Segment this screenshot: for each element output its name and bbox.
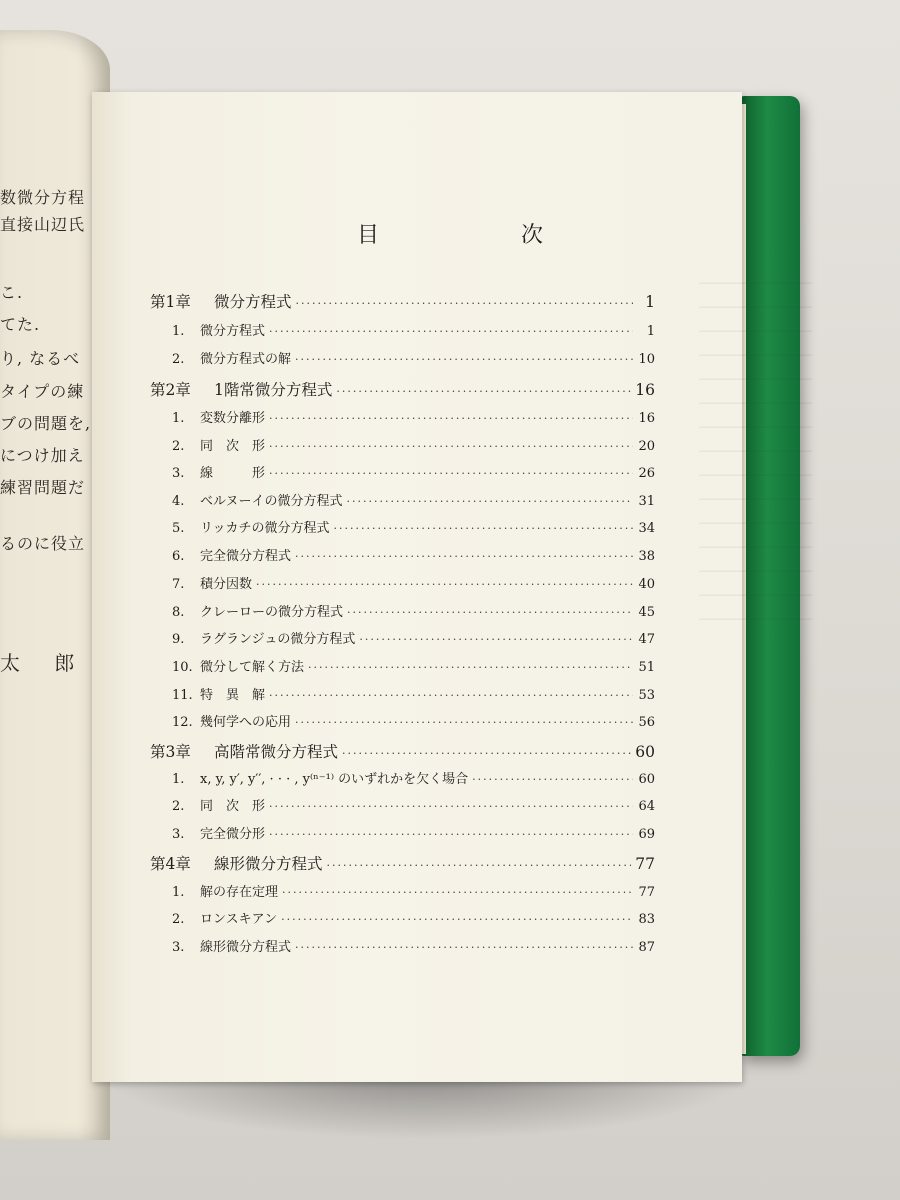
leader-dots xyxy=(295,353,633,366)
page-number: 34 xyxy=(638,521,655,536)
toc-section-row xyxy=(172,435,655,454)
left-page-line: タイプの練 xyxy=(0,382,85,401)
show-through-text: ───────────────── ───────────────── ───────────────── ───────────────── ───────────────── ───────────────── ───────────────── ───────────────── ───────────────── ───────────────── ───────────────── ───────────────── ───────────────── ───────────────── ───────────────── xyxy=(699,277,812,626)
section-title: リッカチの微分方程式 xyxy=(200,521,330,536)
page-title: 目 次 xyxy=(356,223,603,248)
leader-dots xyxy=(269,412,633,425)
page-number: 1 xyxy=(646,324,655,339)
chapter-number: 第4章 xyxy=(150,855,191,873)
left-page-line: ブの問題を, xyxy=(0,414,92,433)
leader-dots xyxy=(347,606,633,619)
leader-dots xyxy=(269,440,633,453)
left-page-line: 太 郎 xyxy=(0,651,89,675)
page-number: 69 xyxy=(638,827,655,842)
toc-section-row xyxy=(172,517,655,536)
section-number: 8. xyxy=(172,605,185,620)
page-number: 16 xyxy=(635,381,655,399)
section-number: 4. xyxy=(172,494,185,509)
page-number: 47 xyxy=(638,632,655,647)
section-number: 1. xyxy=(172,772,185,787)
left-page-line: り, なるべ xyxy=(0,349,81,368)
left-page-line: てた. xyxy=(0,315,41,334)
page-number: 20 xyxy=(638,439,655,454)
section-number: 5. xyxy=(172,521,185,536)
leader-dots xyxy=(269,325,633,338)
section-title: 同 次 形 xyxy=(200,799,266,814)
chapter-title: 高階常微分方程式 xyxy=(214,743,339,761)
left-page-line: るのに役立 xyxy=(0,534,86,553)
leader-dots xyxy=(269,828,633,841)
section-title: 線形微分方程式 xyxy=(200,940,292,955)
leader-dots xyxy=(308,661,633,674)
page-number: 38 xyxy=(638,549,655,564)
leader-dots xyxy=(281,913,633,926)
section-title: 積分因数 xyxy=(200,577,253,592)
section-title: 微分方程式 xyxy=(200,324,266,339)
page-number: 31 xyxy=(638,494,655,509)
toc-section-row xyxy=(172,768,655,787)
section-number: 6. xyxy=(172,549,185,564)
page-number: 40 xyxy=(638,577,655,592)
chapter-number: 第3章 xyxy=(150,743,191,761)
page-number: 56 xyxy=(638,715,655,730)
toc-chapter-row xyxy=(150,378,655,400)
page-number: 60 xyxy=(638,772,655,787)
section-title: 完全微分方程式 xyxy=(200,549,292,564)
section-number: 3. xyxy=(172,940,185,955)
toc-section-row xyxy=(172,462,655,481)
toc-chapter-row xyxy=(150,290,655,312)
toc-section-row xyxy=(172,711,655,730)
page-number: 16 xyxy=(638,411,655,426)
left-page-line: につけ加え xyxy=(0,446,85,465)
section-number: 3. xyxy=(172,466,185,481)
toc-section-row xyxy=(172,656,655,675)
left-page-line: 練習問題だ xyxy=(0,478,86,497)
leader-dots xyxy=(342,747,631,760)
section-title: ベルヌーイの微分方程式 xyxy=(200,494,343,509)
section-number: 1. xyxy=(172,411,185,426)
section-title: クレーローの微分方程式 xyxy=(200,605,344,620)
leader-dots xyxy=(269,689,633,702)
section-number: 7. xyxy=(172,577,185,592)
chapter-title: 1階常微分方程式 xyxy=(214,381,333,399)
left-page-line: 数微分方程 xyxy=(0,188,86,207)
page-number: 51 xyxy=(638,660,655,675)
page-number: 45 xyxy=(638,605,655,620)
page-number: 53 xyxy=(638,688,655,703)
leader-dots xyxy=(269,800,633,813)
section-title: ラグランジュの微分方程式 xyxy=(200,632,356,647)
toc-section-row xyxy=(172,348,655,367)
chapter-title: 線形微分方程式 xyxy=(214,855,323,873)
section-title: x, y, y′, y′′, · · · , y⁽ⁿ⁻¹⁾ のいずれかを欠く場合 xyxy=(200,772,469,787)
toc-section-row xyxy=(172,545,655,564)
toc-chapter-row xyxy=(150,740,655,762)
page-number: 60 xyxy=(635,743,655,761)
leader-dots xyxy=(296,297,633,310)
page-number: 83 xyxy=(638,912,655,927)
section-number: 2. xyxy=(172,799,185,814)
leader-dots xyxy=(269,467,633,480)
leader-dots xyxy=(359,633,633,646)
leader-dots xyxy=(295,550,633,563)
section-number: 12. xyxy=(172,715,193,730)
section-title: 変数分離形 xyxy=(200,411,266,426)
toc-section-row xyxy=(172,490,655,509)
section-title: 線 形 xyxy=(200,466,266,481)
leader-dots xyxy=(282,886,633,899)
section-title: 特 異 解 xyxy=(200,688,266,703)
leader-dots xyxy=(295,716,633,729)
chapter-number: 第2章 xyxy=(150,381,191,399)
toc-section-row xyxy=(172,795,655,814)
page-number: 77 xyxy=(638,885,655,900)
page-number: 64 xyxy=(638,799,655,814)
section-number: 2. xyxy=(172,352,185,367)
chapter-title: 微分方程式 xyxy=(214,293,292,311)
toc-section-row xyxy=(172,881,655,900)
toc-section-row xyxy=(172,407,655,426)
left-page-line: こ. xyxy=(0,283,24,302)
toc-section-row xyxy=(172,908,655,927)
page-number: 26 xyxy=(638,466,655,481)
section-number: 1. xyxy=(172,324,185,339)
toc-section-row xyxy=(172,628,655,647)
leader-dots xyxy=(336,385,631,398)
leader-dots xyxy=(472,773,633,786)
leader-dots xyxy=(327,859,632,872)
toc-section-row xyxy=(172,684,655,703)
section-title: ロンスキアン xyxy=(200,912,278,927)
toc-section-row xyxy=(172,320,655,339)
section-number: 1. xyxy=(172,885,185,900)
section-title: 同 次 形 xyxy=(200,439,266,454)
section-number: 2. xyxy=(172,439,185,454)
section-number: 3. xyxy=(172,827,185,842)
section-title: 微分方程式の解 xyxy=(200,352,292,367)
section-title: 解の存在定理 xyxy=(200,885,279,900)
leader-dots xyxy=(346,495,633,508)
section-number: 11. xyxy=(172,688,193,703)
section-number: 2. xyxy=(172,912,185,927)
chapter-number: 第1章 xyxy=(150,293,191,311)
toc-section-row xyxy=(172,823,655,842)
section-number: 9. xyxy=(172,632,185,647)
section-title: 幾何学への応用 xyxy=(200,715,292,730)
toc-section-row xyxy=(172,573,655,592)
toc-section-row xyxy=(172,601,655,620)
page-number: 77 xyxy=(635,855,655,873)
leader-dots xyxy=(295,941,633,954)
page-number: 87 xyxy=(638,940,655,955)
section-title: 微分して解く方法 xyxy=(200,660,305,675)
leader-dots xyxy=(256,578,633,591)
toc-chapter-row xyxy=(150,852,655,874)
left-page-line: 直接山辺氏 xyxy=(0,215,86,234)
section-title: 完全微分形 xyxy=(200,827,266,842)
page-number: 10 xyxy=(638,352,655,367)
section-number: 10. xyxy=(172,660,193,675)
page-number: 1 xyxy=(645,293,655,311)
toc-section-row xyxy=(172,936,655,955)
leader-dots xyxy=(333,522,633,535)
